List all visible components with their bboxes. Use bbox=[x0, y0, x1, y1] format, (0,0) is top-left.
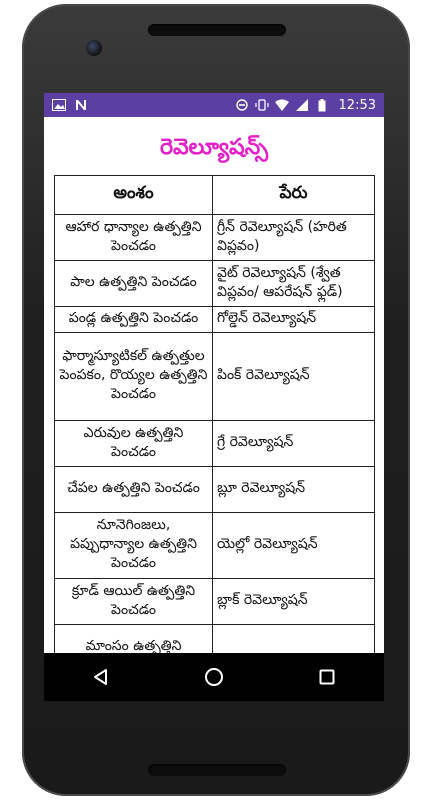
table-row bbox=[55, 261, 375, 307]
table-row bbox=[55, 215, 375, 261]
image-icon bbox=[52, 98, 66, 112]
table-header-row bbox=[55, 176, 375, 215]
topic-cell: ఎరువుల ఉత్పత్తిని పెంచడం bbox=[55, 421, 213, 467]
name-cell: బ్లూ రెవెల్యూషన్ bbox=[213, 467, 375, 513]
header-name: పేరు bbox=[213, 176, 375, 215]
do-not-disturb-icon bbox=[235, 98, 249, 112]
battery-icon bbox=[315, 98, 329, 112]
wifi-icon bbox=[275, 98, 289, 112]
vibrate-icon bbox=[255, 98, 269, 112]
topic-cell: నూనెగింజలు, పప్పుధాన్యాల ఉత్పత్తిని పెంచడం bbox=[55, 513, 213, 579]
bottom-speaker bbox=[148, 764, 286, 776]
top-speaker bbox=[148, 24, 286, 36]
recents-icon bbox=[319, 669, 335, 685]
table-row bbox=[55, 421, 375, 467]
topic-cell: ఆహార ధాన్యాల ఉత్పత్తిని పెంచడం bbox=[55, 215, 213, 261]
topic-cell: పండ్ల ఉత్పత్తిని పెంచడం bbox=[55, 307, 213, 333]
back-icon bbox=[92, 668, 110, 686]
recents-button[interactable] bbox=[307, 657, 347, 697]
home-button[interactable] bbox=[194, 657, 234, 697]
topic-cell: క్రూడ్ ఆయిల్ ఉత్పత్తిని పెంచడం bbox=[55, 579, 213, 625]
header-topic: అంశం bbox=[55, 176, 213, 215]
name-cell: బ్లాక్ రెవెల్యూషన్ bbox=[213, 579, 375, 625]
topic-cell: ఫార్మాస్యూటికల్ ఉత్పత్తుల పెంపకం, రొయ్యల ఉత్పత్తిని పెంచడం bbox=[55, 333, 213, 421]
front-camera-icon bbox=[86, 40, 102, 56]
status-bar bbox=[44, 93, 384, 117]
page-title: రెవెల్యూషన్స్ bbox=[159, 135, 269, 160]
name-cell: గ్రే రెవెల్యూషన్ bbox=[213, 421, 375, 467]
name-cell: గోల్డెన్ రెవెల్యూషన్ bbox=[213, 307, 375, 333]
signal-icon bbox=[295, 98, 309, 112]
table-row bbox=[55, 513, 375, 579]
back-button[interactable] bbox=[81, 657, 121, 697]
topic-cell: మాంసం ఉత్పత్తిని bbox=[55, 625, 213, 654]
home-icon bbox=[204, 667, 224, 687]
name-cell: యెల్లో రెవెల్యూషన్ bbox=[213, 513, 375, 579]
topic-cell: చేపల ఉత్పత్తిని పెంచడం bbox=[55, 467, 213, 513]
screen bbox=[44, 93, 384, 653]
content-area[interactable] bbox=[44, 117, 384, 653]
table-row bbox=[55, 333, 375, 421]
n-app-icon bbox=[74, 98, 88, 112]
status-time: 12:53 bbox=[338, 97, 376, 113]
name-cell: గ్రీన్ రెవెల్యూషన్ (హరిత విప్లవం) bbox=[213, 215, 375, 261]
topic-cell: పాల ఉత్పత్తిని పెంచడం bbox=[55, 261, 213, 307]
table-row bbox=[55, 307, 375, 333]
name-cell bbox=[213, 625, 375, 654]
table-row bbox=[55, 467, 375, 513]
navigation-bar bbox=[44, 653, 384, 701]
name-cell: వైట్ రెవెల్యూషన్ (శ్వేత విప్లవం/ ఆపరేషన్ ఫ్లడ్) bbox=[213, 261, 375, 307]
revolutions-table bbox=[54, 175, 375, 653]
table-row bbox=[55, 625, 375, 654]
name-cell: పింక్ రెవెల్యూషన్ bbox=[213, 333, 375, 421]
table-row bbox=[55, 579, 375, 625]
